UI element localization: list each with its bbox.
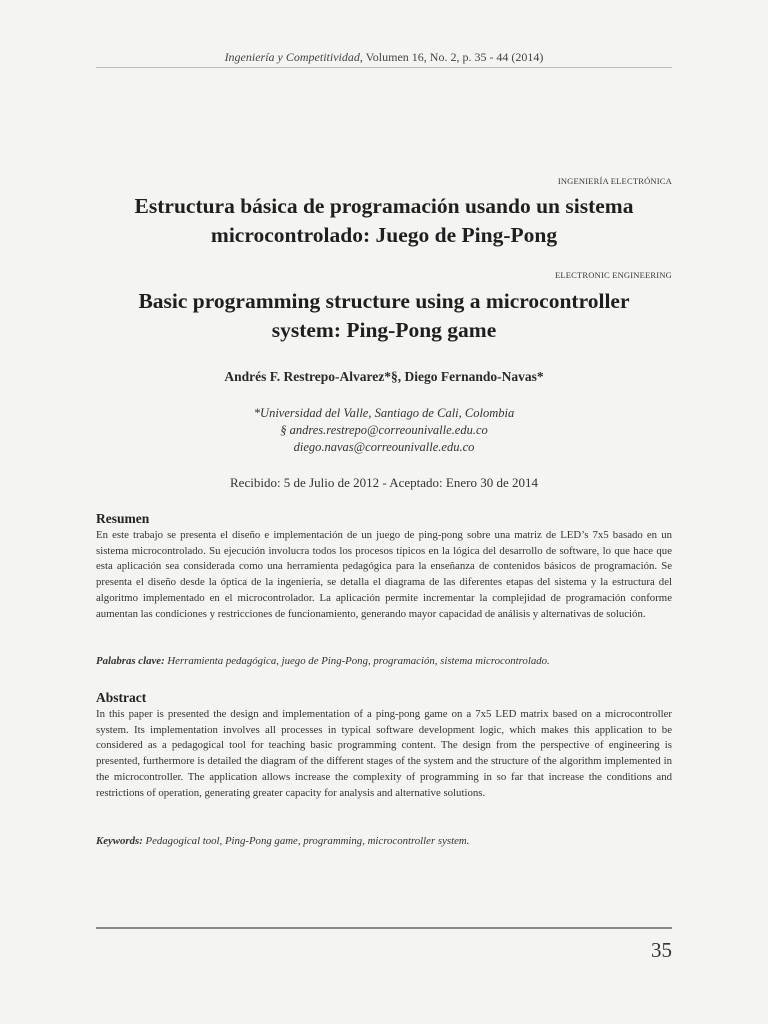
- email-navas: diego.navas@correounivalle.edu.co: [293, 440, 475, 454]
- email-restrepo: § andres.restrepo@correounivalle.edu.co: [280, 423, 488, 437]
- keywords: [96, 835, 672, 847]
- palabras-clave-list: Herramienta pedagógica, juego de Ping-Pong, programación, sistema microcontrolado.: [164, 655, 550, 667]
- section-tag-spanish: INGENIERÍA ELECTRÓNICA: [557, 176, 672, 186]
- page-number: 35: [651, 938, 672, 962]
- header-divider: [96, 67, 672, 68]
- palabras-clave-label: Palabras clave:: [96, 655, 165, 667]
- journal-details: , Volumen 16, No. 2, p. 35 - 44 (2014): [359, 50, 544, 64]
- title-spanish-line1: Estructura básica de programación usando un sistema: [134, 194, 634, 218]
- title-english-line2: system: Ping-Pong game: [271, 318, 497, 342]
- keywords-label: Keywords:: [96, 835, 143, 847]
- journal-header: [96, 50, 672, 65]
- abstract-heading: Abstract: [96, 690, 147, 705]
- journal-name: Ingeniería y Competitividad: [224, 50, 360, 64]
- title-english-line1: Basic programming structure using a microcontroller: [138, 289, 630, 313]
- title-english: [96, 287, 672, 345]
- keywords-list: Pedagogical tool, Ping-Pong game, programming, microcontroller system.: [142, 835, 470, 847]
- affiliation: [96, 405, 672, 456]
- section-tag-english: ELECTRONIC ENGINEERING: [554, 270, 672, 280]
- resumen-heading: Resumen: [96, 511, 150, 526]
- footer-divider: [96, 927, 672, 929]
- palabras-clave: [96, 655, 672, 667]
- resumen-text: En este trabajo se presenta el diseño e implementación de un juego de ping-pong sobre una matriz de LED’s 7x5 basado en un sistema microcontrolado. Su ejecución involucra todos los procesos típicos en la lógica del desarrollo de software, lo que hace que esta aplicación sea considerada como una herramienta pedagógica para la enseñanza de contenidos básicos de programación. Se presenta el diseño desde la óptica de la ingeniería, se detalla el diagrama de las diferentes etapas del sistema y la estructura del algoritmo implementado en el microcontrolador. La aplicación permite incrementar la complejidad de programación conforme aumentan las condiciones y restricciones de funcionamiento, generando mayor capacidad de análisis y alternativas de solución.: [96, 529, 672, 620]
- received-accepted-dates: Recibido: 5 de Julio de 2012 - Aceptado: Enero 30 de 2014: [230, 475, 538, 490]
- title-spanish: [96, 192, 672, 250]
- authors: Andrés F. Restrepo-Alvarez*§, Diego Fernando-Navas*: [224, 369, 544, 384]
- title-spanish-line2: microcontrolado: Juego de Ping-Pong: [210, 223, 558, 247]
- affiliation-institution: *Universidad del Valle, Santiago de Cali, Colombia: [253, 406, 515, 420]
- abstract-text: In this paper is presented the design and implementation of a ping-pong game on a 7x5 LED matrix based on a microcontroller system. Its implementation involves all processes in typical software development logic, which makes this application to be considered as a pedagogical tool for teaching basic programming content. The design from the perspective of engineering is presented, furthermore is detailed the diagram of the different stages of the system and the structure of the algorithm implemented in the microcontroller. The application allows increase the complexity of programming in so far that increase the conditions and restrictions of operation, generating greater capacity for analysis and alternative solutions.: [96, 708, 672, 799]
